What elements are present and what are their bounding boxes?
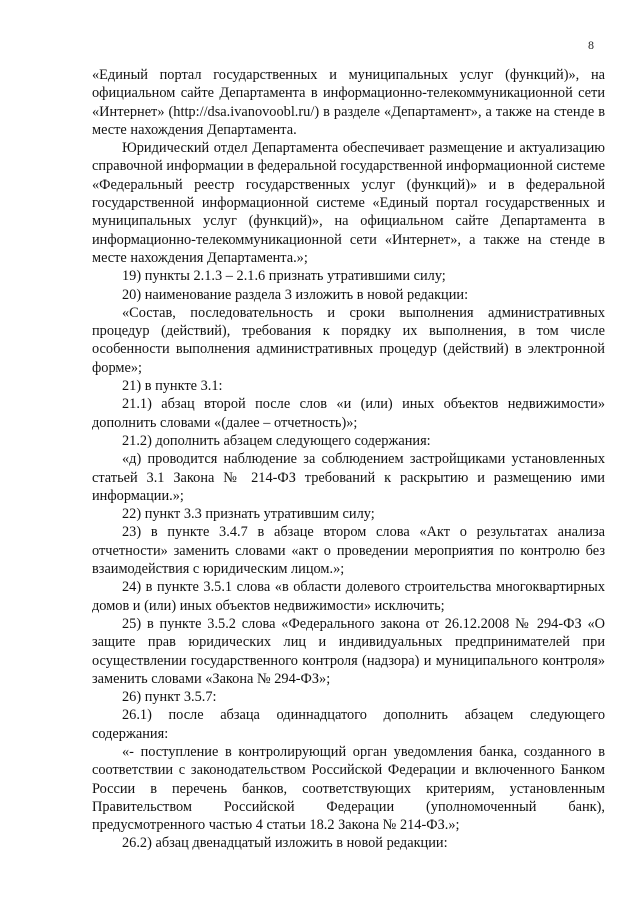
- paragraph-section-3-title: «Состав, последовательность и сроки выполнения административных процедур (действий), требования к порядку их выполнения, в том числе особенности выполнения административных процедур (действий) в электронной форме»;: [92, 304, 605, 376]
- document-body: [92, 66, 605, 853]
- paragraph-item-22: 22) пункт 3.3 признать утратившим силу;: [122, 506, 375, 523]
- paragraph-item-24: 24) в пункте 3.5.1 слова «в области долевого строительства многоквартирных домов и (или) иных объектов недвижимости» исключить;: [92, 579, 605, 614]
- paragraph-item-23: 23) в пункте 3.4.7 в абзаце втором слова «Акт о результатах анализа отчетности» заменить словами «акт о проведении мероприятия по контролю без взаимодействия с юридическим лицом.»;: [92, 524, 605, 578]
- paragraph-item-21: 21) в пункте 3.1:: [122, 378, 223, 395]
- paragraph-item-20: 20) наименование раздела 3 изложить в новой редакции:: [122, 286, 469, 303]
- paragraph-subitem-d: «д) проводится наблюдение за соблюдением застройщиками установленных статьей 3.1 Закона № 214-ФЗ требований к раскрытию и размещению ими информации.»;: [92, 451, 605, 504]
- paragraph-item-21-2: 21.2) дополнить абзацем следующего содержания:: [122, 432, 431, 449]
- paragraph-bank-notice: «- поступление в контролирующий орган уведомления банка, созданного в соответствии с законодательством Российской Федерации и включенного Банком России в перечень банков, соответствующих критериям, установленным Правительством Российской Федерации (уполномоченный банк), предусмотренного частью 4 статьи 18.2 Закона № 214-ФЗ.»;: [92, 743, 605, 834]
- paragraph-item-21-1: 21.1) абзац второй после слов «и (или) иных объектов недвижимости» дополнить словами «(далее – отчетность)»;: [92, 396, 605, 431]
- paragraph-item-26-1: 26.1) после абзаца одиннадцатого дополнить абзацем следующего содержания:: [92, 707, 605, 742]
- paragraph-continuation: «Единый портал государственных и муниципальных услуг (функций)», на официальном сайте Департамента в информационно-телекоммуникационной сети «Интернет» (http://dsa.ivanovoobl.ru/) в разделе «Департамент», а также на стенде в месте нахождения Департамента.: [92, 67, 605, 138]
- paragraph-item-26: 26) пункт 3.5.7:: [122, 689, 217, 706]
- paragraph-item-25: 25) в пункте 3.5.2 слова «Федерального закона от 26.12.2008 № 294-ФЗ «О защите прав юридических лиц и индивидуальных предпринимателей при осуществлении государственного контроля (надзора) и муниципального контроля» заменить словами «Закона № 294-ФЗ»;: [92, 615, 605, 687]
- paragraph-item-26-2: 26.2) абзац двенадцатый изложить в новой редакции:: [122, 835, 448, 852]
- paragraph-item-19: 19) пункты 2.1.3 – 2.1.6 признать утратившими силу;: [122, 268, 446, 285]
- page-number: 8: [588, 38, 594, 52]
- paragraph-legal-department: Юридический отдел Департамента обеспечивает размещение и актуализацию справочной информации в федеральной государственной информационной системе «Федеральный реестр государственных услуг (функций)» и в федеральной государственной информационной системе «Единый портал государственных и муниципальных услуг (функций)», на официальном сайте Департамента в информационно-телекоммуникационной сети «Интернет», а также на стенде в месте нахождения Департамента.»;: [92, 140, 605, 266]
